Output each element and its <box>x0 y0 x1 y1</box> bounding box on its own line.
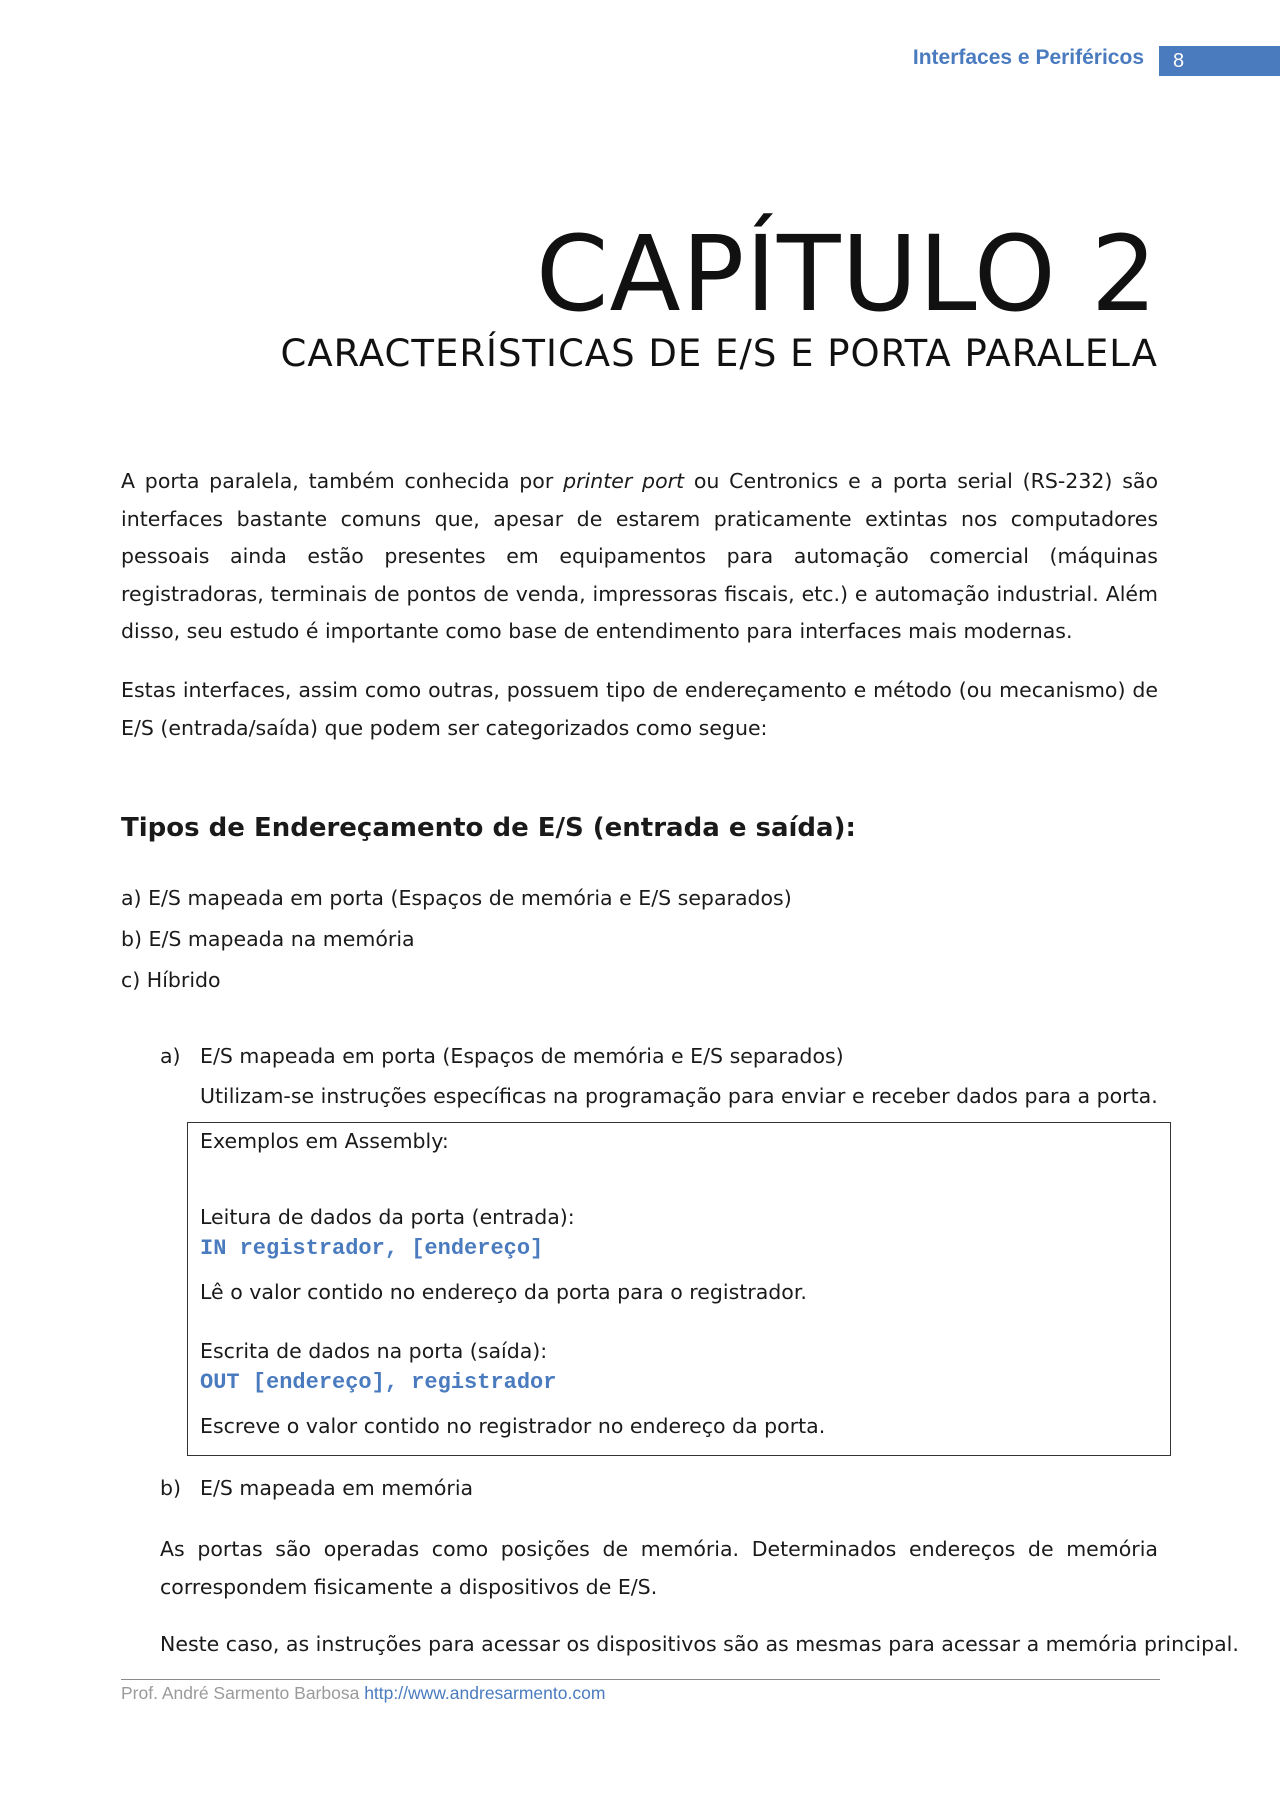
footer-url-link[interactable]: http://www.andresarmento.com <box>364 1683 606 1703</box>
item-a-marker: a) <box>160 1044 181 1068</box>
box-intro: Exemplos em Assembly: <box>200 1129 449 1153</box>
chapter-title: CAPÍTULO 2 <box>535 213 1158 335</box>
write-label: Escrita de dados na porta (saída): <box>200 1339 548 1363</box>
assembly-example-box <box>187 1122 1171 1456</box>
read-label: Leitura de dados da porta (entrada): <box>200 1205 575 1229</box>
list-item: b) E/S mapeada na memória <box>121 927 415 951</box>
item-a-title: E/S mapeada em porta (Espaços de memória e E/S separados) <box>200 1044 844 1068</box>
intro-italic-term: printer port <box>563 469 685 493</box>
intro-paragraph-2: Estas interfaces, assim como outras, possuem tipo de endereçamento e método (ou mecanismo) de E/S (entrada/saída) que podem ser categorizados como segue: <box>121 678 1158 740</box>
item-b-marker: b) <box>160 1476 182 1500</box>
section-heading: Tipos de Endereçamento de E/S (entrada e saída): <box>121 813 856 843</box>
footer-divider <box>121 1679 1160 1680</box>
item-b-paragraph-2: Neste caso, as instruções para acessar os dispositivos são as mesmas para acessar a memória principal. <box>160 1632 1239 1656</box>
footer-author: Prof. André Sarmento Barbosa <box>121 1683 365 1703</box>
item-b-paragraph-1: As portas são operadas como posições de memória. Determinados endereços de memória correspondem fisicamente a dispositivos de E/S. <box>160 1537 1158 1599</box>
write-description: Escreve o valor contido no registrador no endereço da porta. <box>200 1414 826 1438</box>
item-b-title: E/S mapeada em memória <box>200 1476 474 1500</box>
read-description: Lê o valor contido no endereço da porta para o registrador. <box>200 1280 807 1304</box>
chapter-subtitle: CARACTERÍSTICAS DE E/S E PORTA PARALELA <box>280 332 1158 375</box>
page-number: 8 <box>1159 46 1280 76</box>
read-code: IN registrador, [endereço] <box>200 1236 544 1261</box>
intro-text-end: ou Centronics e a porta serial (RS-232) são interfaces bastante comuns que, apesar de estarem praticamente extintas nos computadores pessoais ainda estão presentes em equipamentos para automação comercial (máquinas registradoras, terminais de pontos de venda, impressoras fiscais, etc.) e automação industrial. Além disso, seu estudo é importante como base de entendimento para interfaces mais modernas. <box>121 469 1158 643</box>
list-item: c) Híbrido <box>121 968 221 992</box>
list-item: a) E/S mapeada em porta (Espaços de memória e E/S separados) <box>121 886 792 910</box>
write-code: OUT [endereço], registrador <box>200 1370 557 1395</box>
footer <box>121 1683 605 1704</box>
intro-text-start: A porta paralela, também conhecida por <box>121 469 564 493</box>
item-a-description: Utilizam-se instruções específicas na programação para enviar e receber dados para a porta. <box>200 1084 1158 1108</box>
running-header-title: Interfaces e Periféricos <box>912 46 1144 69</box>
intro-paragraph-1 <box>121 463 1158 651</box>
